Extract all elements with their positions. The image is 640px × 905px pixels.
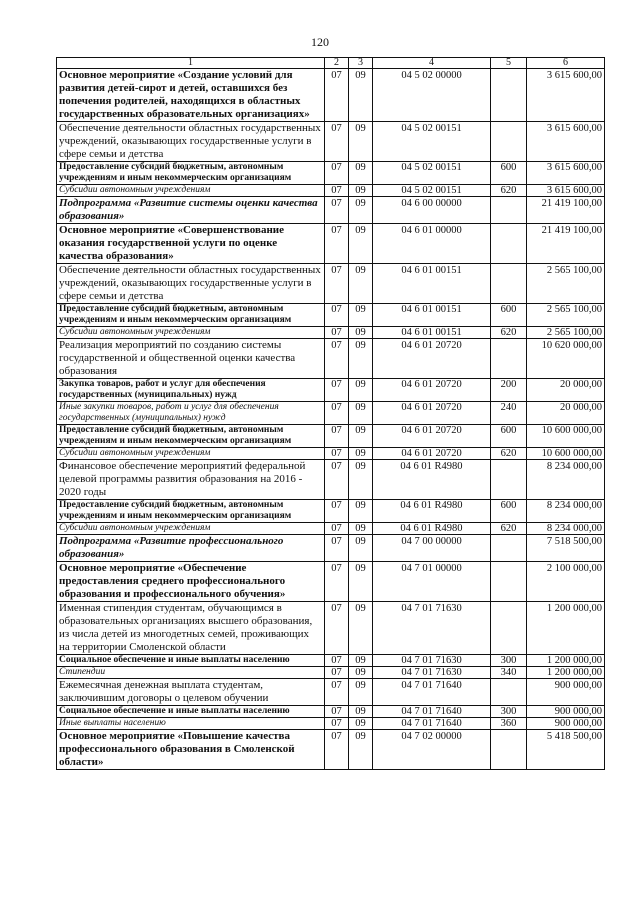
page-number: 120: [311, 35, 329, 49]
target-article-code: 04 7 01 71640: [373, 718, 491, 730]
expense-type-code: [491, 679, 527, 706]
expense-type-code: [491, 562, 527, 602]
section-code: 07: [325, 197, 349, 224]
table-row: [57, 667, 605, 679]
header-cell: 6: [527, 58, 605, 69]
row-name: Субсидии автономным учреждениям: [57, 523, 325, 535]
subsection-code: 09: [349, 379, 373, 402]
amount: 1 200 000,00: [527, 655, 605, 667]
header-cell: 4: [373, 58, 491, 69]
target-article-code: 04 5 02 00151: [373, 162, 491, 185]
row-name: Социальное обеспечение и иные выплаты населению: [57, 655, 325, 667]
amount: 21 419 100,00: [527, 224, 605, 264]
subsection-code: 09: [349, 655, 373, 667]
expense-type-code: [491, 460, 527, 500]
section-code: 07: [325, 535, 349, 562]
amount: 21 419 100,00: [527, 197, 605, 224]
row-name: Субсидии автономным учреждениям: [57, 185, 325, 197]
subsection-code: 09: [349, 327, 373, 339]
row-name: Основное мероприятие «Создание условий для развития детей-сирот и детей, оставшихся без попечения родителей, находящихся в областных государственных образовательных организациях»: [57, 69, 325, 122]
table-row: [57, 718, 605, 730]
section-code: 07: [325, 185, 349, 197]
amount: 900 000,00: [527, 706, 605, 718]
target-article-code: 04 6 01 20720: [373, 425, 491, 448]
row-name: Основное мероприятие «Повышение качества профессионального образования в Смоленской области»: [57, 730, 325, 770]
amount: 2 565 100,00: [527, 327, 605, 339]
target-article-code: 04 6 01 00151: [373, 264, 491, 304]
table-row: [57, 679, 605, 706]
table-row: [57, 122, 605, 162]
target-article-code: 04 6 01 R4980: [373, 460, 491, 500]
header-row: [57, 58, 605, 69]
amount: 3 615 600,00: [527, 185, 605, 197]
expense-type-code: 600: [491, 425, 527, 448]
expense-type-code: 600: [491, 500, 527, 523]
target-article-code: 04 6 01 20720: [373, 379, 491, 402]
amount: 900 000,00: [527, 679, 605, 706]
target-article-code: 04 7 01 71630: [373, 655, 491, 667]
row-name: Ежемесячная денежная выплата студентам, заключившим договоры о целевом обучении: [57, 679, 325, 706]
section-code: 07: [325, 706, 349, 718]
subsection-code: 09: [349, 162, 373, 185]
table-row: [57, 197, 605, 224]
expense-type-code: 300: [491, 706, 527, 718]
row-name: Обеспечение деятельности областных государственных учреждений, оказывающих государственные услуги в сфере семьи и детства: [57, 264, 325, 304]
amount: 900 000,00: [527, 718, 605, 730]
section-code: 07: [325, 162, 349, 185]
expense-type-code: 620: [491, 448, 527, 460]
section-code: 07: [325, 224, 349, 264]
expense-type-code: 600: [491, 162, 527, 185]
table-row: [57, 304, 605, 327]
subsection-code: 09: [349, 425, 373, 448]
row-name: Предоставление субсидий бюджетным, автономным учреждениям и иным некоммерческим организациям: [57, 425, 325, 448]
amount: 8 234 000,00: [527, 500, 605, 523]
expense-type-code: 200: [491, 379, 527, 402]
subsection-code: 09: [349, 122, 373, 162]
amount: 3 615 600,00: [527, 162, 605, 185]
table-row: [57, 327, 605, 339]
subsection-code: 09: [349, 679, 373, 706]
amount: 2 565 100,00: [527, 304, 605, 327]
row-name: Закупка товаров, работ и услуг для обеспечения государственных (муниципальных) нужд: [57, 379, 325, 402]
subsection-code: 09: [349, 500, 373, 523]
expense-type-code: 620: [491, 523, 527, 535]
target-article-code: 04 5 02 00151: [373, 122, 491, 162]
row-name: Предоставление субсидий бюджетным, автономным учреждениям и иным некоммерческим организациям: [57, 162, 325, 185]
amount: 8 234 000,00: [527, 523, 605, 535]
subsection-code: 09: [349, 339, 373, 379]
amount: 10 600 000,00: [527, 425, 605, 448]
table-row: [57, 730, 605, 770]
target-article-code: 04 7 01 00000: [373, 562, 491, 602]
header-cell: 3: [349, 58, 373, 69]
row-name: Подпрограмма «Развитие системы оценки качества образования»: [57, 197, 325, 224]
section-code: 07: [325, 718, 349, 730]
expense-type-code: 240: [491, 402, 527, 425]
subsection-code: 09: [349, 535, 373, 562]
amount: 3 615 600,00: [527, 122, 605, 162]
section-code: 07: [325, 667, 349, 679]
section-code: 07: [325, 730, 349, 770]
target-article-code: 04 7 01 71640: [373, 679, 491, 706]
table-row: [57, 425, 605, 448]
expense-type-code: 340: [491, 667, 527, 679]
section-code: 07: [325, 523, 349, 535]
section-code: 07: [325, 339, 349, 379]
row-name: Основное мероприятие «Совершенствование оказания государственной услуги по оценке качества образования»: [57, 224, 325, 264]
table-row: [57, 402, 605, 425]
amount: 10 600 000,00: [527, 448, 605, 460]
row-name: Основное мероприятие «Обеспечение предоставления среднего профессионального образования и профессионального обучения»: [57, 562, 325, 602]
amount: 20 000,00: [527, 402, 605, 425]
subsection-code: 09: [349, 460, 373, 500]
expense-type-code: [491, 224, 527, 264]
table-row: [57, 562, 605, 602]
section-code: 07: [325, 425, 349, 448]
target-article-code: 04 6 01 20720: [373, 448, 491, 460]
subsection-code: 09: [349, 448, 373, 460]
table-row: [57, 379, 605, 402]
target-article-code: 04 7 02 00000: [373, 730, 491, 770]
target-article-code: 04 6 01 00151: [373, 327, 491, 339]
table-row: [57, 339, 605, 379]
section-code: 07: [325, 327, 349, 339]
row-name: Субсидии автономным учреждениям: [57, 327, 325, 339]
table-row: [57, 448, 605, 460]
subsection-code: 09: [349, 602, 373, 655]
amount: 2 565 100,00: [527, 264, 605, 304]
target-article-code: 04 6 01 20720: [373, 339, 491, 379]
section-code: 07: [325, 379, 349, 402]
section-code: 07: [325, 122, 349, 162]
table-row: [57, 706, 605, 718]
target-article-code: 04 7 01 71630: [373, 602, 491, 655]
expense-type-code: [491, 197, 527, 224]
expense-type-code: [491, 264, 527, 304]
row-name: Иные закупки товаров, работ и услуг для обеспечения государственных (муниципальных) нужд: [57, 402, 325, 425]
amount: 20 000,00: [527, 379, 605, 402]
amount: 7 518 500,00: [527, 535, 605, 562]
budget-table: [56, 57, 605, 770]
subsection-code: 09: [349, 718, 373, 730]
target-article-code: 04 7 01 71640: [373, 706, 491, 718]
subsection-code: 09: [349, 304, 373, 327]
row-name: Субсидии автономным учреждениям: [57, 448, 325, 460]
target-article-code: 04 7 01 71630: [373, 667, 491, 679]
target-article-code: 04 5 02 00000: [373, 69, 491, 122]
section-code: 07: [325, 402, 349, 425]
subsection-code: 09: [349, 706, 373, 718]
subsection-code: 09: [349, 402, 373, 425]
subsection-code: 09: [349, 730, 373, 770]
expense-type-code: 620: [491, 185, 527, 197]
subsection-code: 09: [349, 264, 373, 304]
expense-type-code: [491, 535, 527, 562]
section-code: 07: [325, 69, 349, 122]
table-row: [57, 500, 605, 523]
table-row: [57, 185, 605, 197]
amount: 5 418 500,00: [527, 730, 605, 770]
section-code: 07: [325, 460, 349, 500]
target-article-code: 04 6 01 R4980: [373, 523, 491, 535]
expense-type-code: 300: [491, 655, 527, 667]
row-name: Подпрограмма «Развитие профессионального образования»: [57, 535, 325, 562]
subsection-code: 09: [349, 197, 373, 224]
section-code: 07: [325, 448, 349, 460]
target-article-code: 04 7 00 00000: [373, 535, 491, 562]
amount: 3 615 600,00: [527, 69, 605, 122]
amount: 1 200 000,00: [527, 667, 605, 679]
row-name: Обеспечение деятельности областных государственных учреждений, оказывающих государственные услуги в сфере семьи и детства: [57, 122, 325, 162]
amount: 8 234 000,00: [527, 460, 605, 500]
subsection-code: 09: [349, 224, 373, 264]
header-cell: 5: [491, 58, 527, 69]
table-row: [57, 602, 605, 655]
target-article-code: 04 5 02 00151: [373, 185, 491, 197]
row-name: Именная стипендия студентам, обучающимся в образовательных организациях высшего образования, из числа детей из многодетных семей, проживающих на территории Смоленской области: [57, 602, 325, 655]
expense-type-code: 620: [491, 327, 527, 339]
section-code: 07: [325, 500, 349, 523]
target-article-code: 04 6 01 00151: [373, 304, 491, 327]
section-code: 07: [325, 602, 349, 655]
header-cell: 1: [57, 58, 325, 69]
row-name: Стипендии: [57, 667, 325, 679]
expense-type-code: [491, 122, 527, 162]
target-article-code: 04 6 01 R4980: [373, 500, 491, 523]
subsection-code: 09: [349, 185, 373, 197]
section-code: 07: [325, 264, 349, 304]
row-name: Предоставление субсидий бюджетным, автономным учреждениям и иным некоммерческим организациям: [57, 500, 325, 523]
section-code: 07: [325, 562, 349, 602]
table-row: [57, 655, 605, 667]
target-article-code: 04 6 00 00000: [373, 197, 491, 224]
section-code: 07: [325, 304, 349, 327]
table-row: [57, 523, 605, 535]
amount: 2 100 000,00: [527, 562, 605, 602]
row-name: Реализация мероприятий по созданию системы государственной и общественной оценки качества образования: [57, 339, 325, 379]
table-row: [57, 69, 605, 122]
subsection-code: 09: [349, 69, 373, 122]
table-row: [57, 224, 605, 264]
row-name: Социальное обеспечение и иные выплаты населению: [57, 706, 325, 718]
row-name: Предоставление субсидий бюджетным, автономным учреждениям и иным некоммерческим организациям: [57, 304, 325, 327]
expense-type-code: [491, 730, 527, 770]
table-row: [57, 162, 605, 185]
section-code: 07: [325, 679, 349, 706]
target-article-code: 04 6 01 20720: [373, 402, 491, 425]
table-row: [57, 264, 605, 304]
table-row: [57, 460, 605, 500]
header-cell: 2: [325, 58, 349, 69]
expense-type-code: [491, 602, 527, 655]
subsection-code: 09: [349, 667, 373, 679]
expense-type-code: 600: [491, 304, 527, 327]
row-name: Финансовое обеспечение мероприятий федеральной целевой программы развития образования на 2016 - 2020 годы: [57, 460, 325, 500]
table-body: [57, 58, 605, 770]
expense-type-code: [491, 69, 527, 122]
table-row: [57, 535, 605, 562]
subsection-code: 09: [349, 562, 373, 602]
amount: 10 620 000,00: [527, 339, 605, 379]
expense-type-code: 360: [491, 718, 527, 730]
row-name: Иные выплаты населению: [57, 718, 325, 730]
amount: 1 200 000,00: [527, 602, 605, 655]
section-code: 07: [325, 655, 349, 667]
expense-type-code: [491, 339, 527, 379]
subsection-code: 09: [349, 523, 373, 535]
target-article-code: 04 6 01 00000: [373, 224, 491, 264]
